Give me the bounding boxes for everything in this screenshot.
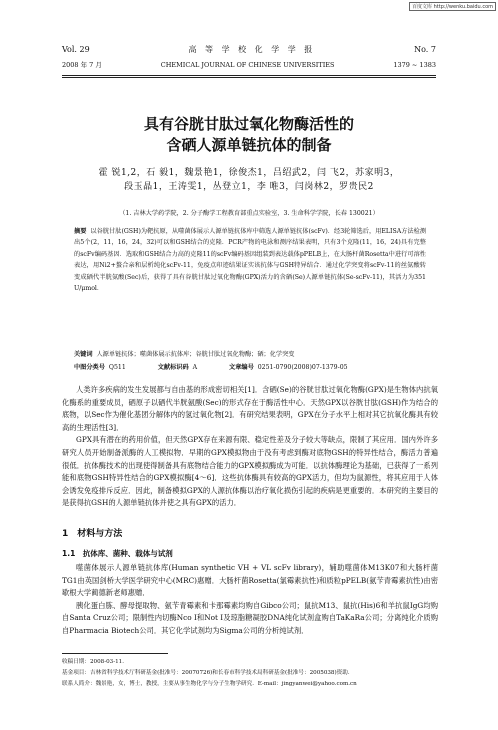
doc-code-value: A [192, 364, 198, 371]
issue-date: 2008 年 7 月 [62, 61, 102, 69]
journal-header [62, 44, 436, 69]
introduction [62, 384, 438, 510]
footnotes [62, 657, 438, 690]
contact-info: 联系人简介：魏景艳，女，博士，教授，主要从事生物化学与分子生物学研究．E-mail：jingyanwei@yahoo.com.cn [62, 681, 357, 687]
received-date: 收稿日期：2008-03-11． [62, 659, 128, 665]
issue-label: No. 7 [414, 45, 436, 54]
footnote-rule [62, 653, 168, 654]
authors-line-2: 段玉晶1，王涛雯1，丛登立1，李 唯3，闫岗林2，罗贵民2 [124, 182, 374, 192]
header-rule [62, 75, 436, 76]
author-list [90, 166, 408, 194]
title-line-2: 含硒人源单链抗体的制备 [166, 136, 332, 154]
fund-info: 基金项目：吉林省科学技术厅科研基金(批准号：20070726)和长春市科学技术局科研基金(批准号：2005038)资助． [62, 670, 354, 676]
article-id-value: 0251-0790(2008)07-1379-05 [257, 364, 348, 371]
keywords-label: 关键词 [74, 351, 93, 358]
classification [74, 362, 426, 371]
intro-paragraph-2: GPX具有潜在的药用价值，但天然GPX存在来源有限、稳定性差及分子较大等缺点，限制了其应用．国内外许多研究人员开始制备派酶的人工模拟物．早期的GPX模拟物由于没有考虑到酶对底物GSH的特异性结合，酶活力普遍很低．抗体酶技术的出现使得制备具有底物结合能力的GPX模拟酶成为可能．以抗体酶理论为基础，已获得了一系列能和底物GSH特异性结合的GPX模拟酶[4～6]．这些抗体酶具有较高的GPX活力，但均为鼠源性，将其应用于人体会诱发免疫排斥反应．因此，制备模拟GPX的人源抗体酶以治疗氧化损伤引起的疾病是更重要的．本研究的主要目的是获得抗GSH的人源单链抗体并使之具有GPX的活力． [62, 435, 438, 508]
section-heading-1-1: 1.1 抗体库、菌种、载体与试剂 [62, 549, 173, 558]
affiliation: （1. 吉林大学药学院，2. 分子酶学工程教育部重点实验室，3. 生命科学学院，长春 130021） [119, 210, 379, 217]
materials-paragraph-2: 胰化蛋白胨、酵母提取物、氨苄青霉素和卡那霉素均购自Gibco公司；鼠抗M13、鼠抗(His)6和羊抗鼠IgG均购自Santa Cruz公司；限制性内切酶Nco I和Not I及琼脂糖凝胶DNA纯化试剂盒购自TaKaRa公司；分离纯化介质购自Pharmacia Biotech公司．其它化学试剂均为Sigma公司的分析纯试剂． [62, 600, 438, 635]
abstract-text: 以谷胱甘肽(GSH)为靶抗原，从噬菌体展示人源单链抗体库中筛选人源单链抗体(scFv)．经3轮筛选后，用ELISA方法检测出5个(2，11，16，24，32)可以和GSH结合的克隆．PCR产物的电泳和测序结果表明，只有3个克隆(11，16，24)具有完整的scFv编码基因．选取和GSH结合力高的克隆11的scFv编码基因组装到表达载体pPELB上，在大肠杆菌Rosetta中进行可溶性表达，用Ni2+螯合亲和层析纯化scFv-11，免疫点印迹结果证实该抗体与GSH特异结合．通过化学突变将scFv-11的丝氨酸转变成硒代半胱氨酸(Sec)后，获得了具有谷胱甘肽过氧化物酶(GPX)活力的含硒(Se)人源单链抗体(Se-scFv-11)，其活力为351 U/μmol． [74, 228, 427, 293]
abstract-label: 摘要 [74, 228, 87, 235]
watermark-badge: 百度文库 http://wenku.baidu.com [409, 2, 496, 11]
page-range: 1379 ~ 1383 [393, 61, 436, 69]
keywords-text: 人源单链抗体；噬菌体展示抗体库；谷胱甘肽过氧化物酶；硒；化学突变 [96, 351, 295, 358]
title-line-1: 具有谷胱甘肽过氧化物酶活性的 [143, 115, 354, 133]
clc-value: Q511 [108, 364, 126, 371]
abstract [74, 226, 426, 294]
journal-title-en: CHEMICAL JOURNAL OF CHINESE UNIVERSITIES [160, 61, 335, 69]
journal-title-cn: 高 等 学 校 化 学 学 报 [188, 45, 316, 54]
intro-paragraph-1: 人类许多疾病的发生发展都与自由基的形成密切相关[1]．含硒(Se)的谷胱甘肽过氧化物酶(GPX)是生物体内抗氧化酶系的重要成员，硒原子以硒代半胱氨酸(Sec)的形式存在于酶活性中心．天然GPX以谷胱甘肽(GSH)作为结合的底物，以Sec作为催化基团分解体内的氢过氧化物[2]．有研究结果表明，GPX在分子水平上相对其它抗氧化酶具有较高的生理活性[3]． [62, 385, 438, 432]
article-id-label: 文章编号 [229, 364, 254, 371]
authors-line-1: 霍 锐1,2，石 毅1，魏景艳1，徐俊杰1，吕绍武2，闫 飞2，苏家明3， [98, 168, 400, 178]
keywords [74, 349, 426, 358]
doc-code-label: 文献标识码 [157, 364, 189, 371]
volume-label: Vol. 29 [62, 45, 90, 54]
materials-paragraph-1: 噬菌体展示人源单链抗体库(Human synthetic VH + VL scFv library)，辅助噬菌体M13K07和大肠杆菌TG1由英国剑桥大学医学研究中心(MRC)惠赠．大肠杆菌Rosetta(氯霉素抗性)和质粒pPELB(氨苄青霉素抗性)由密歇根大学蔺德新老师惠赠． [62, 563, 438, 598]
article-title [0, 114, 498, 156]
header-rule-thin [62, 77, 436, 78]
section-heading-1: 1 材料与方法 [62, 529, 123, 539]
section-1-1-body [62, 562, 438, 638]
clc-label: 中图分类号 [74, 364, 105, 371]
